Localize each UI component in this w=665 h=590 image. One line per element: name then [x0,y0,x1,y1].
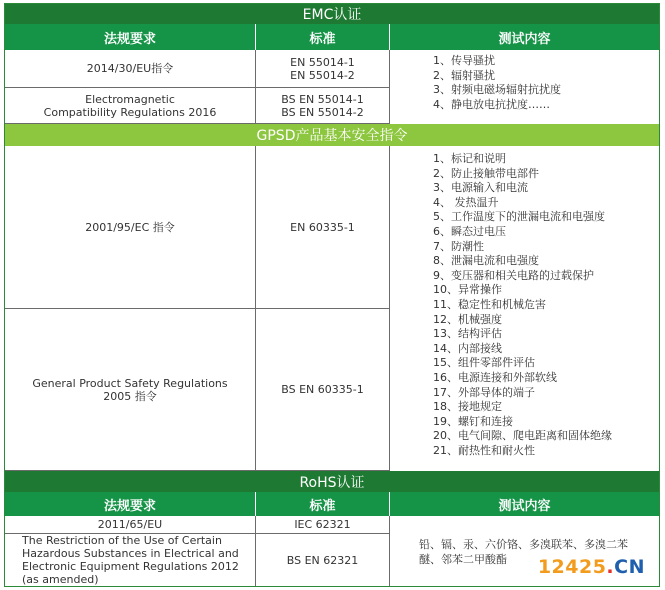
rohs-header-standard: 标准 [256,492,390,516]
rohs-test-line: 醚、邻苯二甲酸酯 [419,553,507,566]
emc-standard-2 [256,88,390,124]
rohs-standard-1 [256,516,390,534]
rohs-regulation-2-line: Hazardous Substances in Electrical and [22,547,239,560]
emc-standard-1b: EN 55014-2 [290,68,355,82]
rohs-regulation-1 [5,516,256,534]
emc-regulation-1-text: 2014/30/EU指令 [86,62,174,75]
site-watermark [538,556,645,578]
gpsd-test-item: 17、外部导体的端子 [433,385,535,399]
rohs-section-title: RoHS认证 [5,471,659,492]
emc-regulation-2 [5,88,256,124]
rohs-header-test-content: 测试内容 [390,492,659,516]
emc-test-item: 4、静电放电抗扰度…… [433,97,550,111]
gpsd-regulation-2 [5,309,256,471]
gpsd-test-item: 16、电源连接和外部软线 [433,370,557,384]
gpsd-test-item: 1、标记和说明 [433,152,506,165]
rohs-regulation-2-line: (as amended) [22,573,99,586]
gpsd-regulation-1 [5,146,256,309]
gpsd-test-item: 20、电气间隙、爬电距离和固体绝缘 [433,429,612,443]
gpsd-test-item: 10、异常操作 [433,283,502,297]
watermark-dot: . [606,556,615,578]
emc-regulation-2b: Compatibility Regulations 2016 [43,105,217,119]
gpsd-test-item: 19、螺钉和连接 [433,414,513,428]
emc-test-list [433,54,561,112]
gpsd-test-item: 8、泄漏电流和电强度 [433,254,539,268]
gpsd-test-item: 12、机械强度 [433,312,502,326]
gpsd-test-item: 14、内部接线 [433,341,502,355]
emc-standard-1 [256,50,390,88]
rohs-regulation-2 [5,534,256,586]
header-standard: 标准 [256,24,390,50]
rohs-standard-1-text: IEC 62321 [294,518,351,531]
emc-section-title: EMC认证 [5,4,659,24]
gpsd-test-item: 5、工作温度下的泄漏电流和电强度 [433,210,605,224]
header-regulation: 法规要求 [5,24,256,50]
rohs-standard-2-text: BS EN 62321 [286,553,359,567]
gpsd-test-item: 18、接地规定 [433,400,502,414]
emc-regulation-2a: Electromagnetic [85,92,175,106]
gpsd-test-item: 2、防止接触带电部件 [433,166,539,180]
gpsd-section-title: GPSD产品基本安全指令 [5,124,659,146]
emc-regulation-1 [5,50,256,88]
gpsd-test-item: 7、防潮性 [433,239,484,253]
gpsd-test-item: 9、变压器和相关电路的过载保护 [433,268,594,282]
gpsd-test-item: 3、电源输入和电流 [433,181,528,195]
emc-test-item: 2、辐射骚扰 [433,68,495,82]
gpsd-test-item: 15、组件零部件评估 [433,356,535,370]
rohs-standard-2 [256,534,390,586]
emc-test-item: 3、射频电磁场辐射抗扰度 [433,83,561,97]
gpsd-test-item: 6、瞬态过电压 [433,224,506,238]
rohs-regulation-2-line: Electronic Equipment Regulations 2012 [22,560,239,573]
emc-test-item: 1、传导骚扰 [433,54,495,67]
gpsd-test-item: 4、 发热温升 [433,195,499,209]
gpsd-test-list [433,152,612,458]
certification-table [4,3,660,587]
gpsd-standard-1-text: EN 60335-1 [290,220,355,234]
gpsd-test-item: 11、稳定性和机械危害 [433,297,546,311]
gpsd-standard-1 [256,146,390,309]
header-test-content: 测试内容 [390,24,659,50]
gpsd-standard-2-text: BS EN 60335-1 [281,383,364,396]
gpsd-regulation-2a: General Product Safety Regulations [32,376,228,390]
emc-standard-2a: BS EN 55014-1 [281,92,364,106]
rohs-test-line: 铅、镉、汞、六价铬、多溴联苯、多溴二苯 [419,538,628,551]
emc-standard-2b: BS EN 55014-2 [281,105,364,119]
emc-standard-1a: EN 55014-1 [290,55,355,69]
gpsd-regulation-2b: 2005 指令 [103,389,157,403]
watermark-number: 12425 [537,556,607,578]
gpsd-regulation-1-text: 2001/95/EC 指令 [85,220,175,234]
gpsd-test-item: 21、耐热性和耐火性 [433,443,535,457]
gpsd-test-item: 13、结构评估 [433,327,502,341]
rohs-regulation-1-text: 2011/65/EU [97,518,163,531]
gpsd-standard-2 [256,309,390,471]
rohs-regulation-2-line: The Restriction of the Use of Certain [22,534,222,547]
rohs-header-regulation: 法规要求 [5,492,256,516]
watermark-suffix: CN [614,556,645,578]
